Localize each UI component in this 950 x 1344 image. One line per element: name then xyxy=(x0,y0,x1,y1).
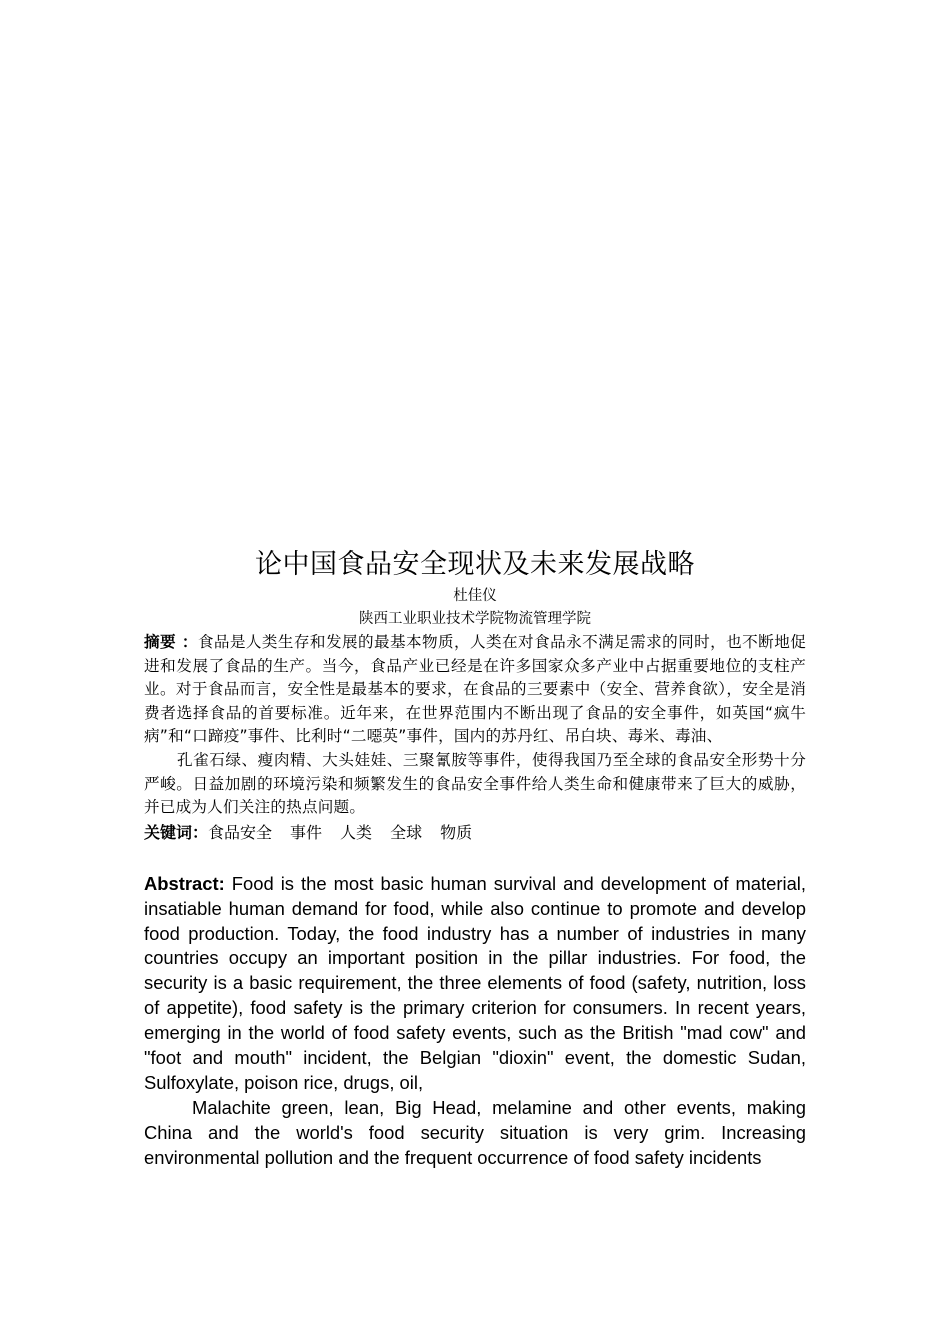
keyword-item: 事件 xyxy=(290,822,323,842)
keywords-line xyxy=(144,820,806,846)
document-title: 论中国食品安全现状及未来发展战略 xyxy=(255,549,695,580)
chinese-abstract-label: 摘要 ： xyxy=(144,633,198,651)
chinese-abstract-continued xyxy=(144,749,806,820)
chinese-abstract-text-2: 孔雀石绿、瘦肉精、大头娃娃、三聚氰胺等事件，使得我国乃至全球的食品安全形势十分严峻。日益加剧的环境污染和频繁发生的食品安全事件给人类生命和健康带来了巨大的威胁，并已成为人们关注的热点问题。 xyxy=(144,750,806,817)
chinese-abstract-text-1: 食品是人类生存和发展的最基本物质，人类在对食品永不满足需求的同时，也不断地促进和发展了食品的生产。当今，食品产业已经是在许多国家众多产业中占据重要地位的支柱产业。对于食品而言，安全性是最基本的要求，在食品的三要素中（安全、营养食欲），安全是消费者选择食品的首要标准。近年来，在世界范围内不断出现了食品的安全事件，如英国“疯牛病”和“口蹄疫”事件、比利时“二噁英”事件，国内的苏丹红、吊白块、毒米、毒油、 xyxy=(144,633,806,746)
author-name: 杜佳仪 xyxy=(453,588,497,604)
author-affiliation: 陕西工业职业技术学院物流管理学院 xyxy=(359,611,591,627)
keyword-item: 人类 xyxy=(340,822,373,842)
chinese-abstract xyxy=(144,631,806,749)
document-body xyxy=(144,545,806,1171)
english-abstract-text-2: Malachite green, lean, Big Head, melamine and other events, making China and the world's food security situation is very grim. Increasing environmental pollution and the frequent occurrence of food safety incidents xyxy=(144,1096,806,1168)
keywords-label: 关键词： xyxy=(144,822,209,842)
english-abstract-continued xyxy=(144,1096,806,1171)
section-spacer xyxy=(144,846,806,872)
keyword-item: 食品安全 xyxy=(208,822,273,842)
english-abstract-label: Abstract: xyxy=(144,872,225,894)
keyword-item: 物质 xyxy=(440,822,473,842)
keyword-item: 全球 xyxy=(390,822,423,842)
english-abstract-text-1: Food is the most basic human survival and development of material, insatiable human demand for food, while also continue to promote and develop food production. Today, the food industry has a number of industries in many countries occupy an important position in the pillar industries. For food, the security is a basic requirement, the three elements of food (safety, nutrition, loss of appetite), food safety is the primary criterion for consumers. In recent years, emerging in the world of food safety events, such as the British "mad cow" and "foot and mouth" incident, the Belgian "dioxin" event, the domestic Sudan, Sulfoxylate, poison rice, drugs, oil, xyxy=(144,872,806,1093)
english-abstract xyxy=(144,872,806,1096)
